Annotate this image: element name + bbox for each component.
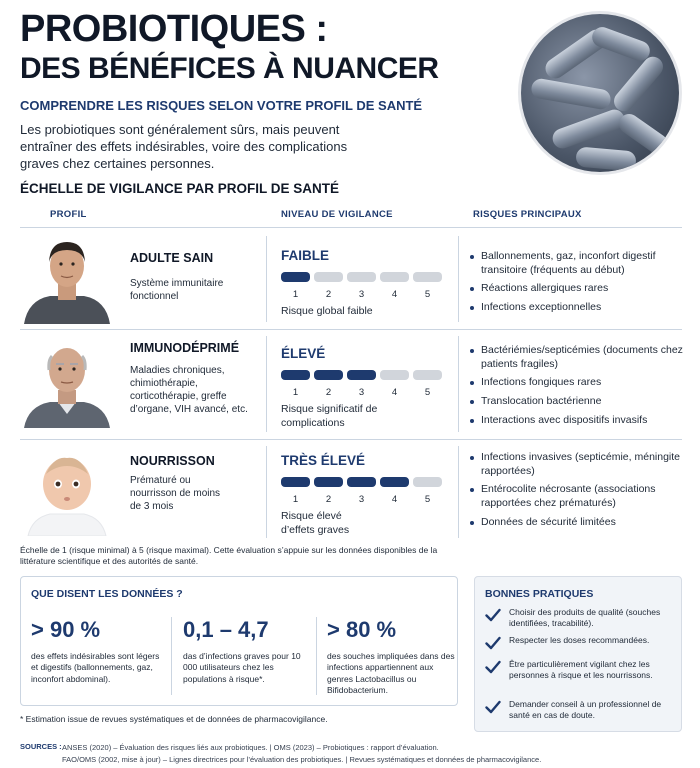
- gauge-number: 5: [424, 387, 431, 398]
- column-header-level: NIVEAU DE VIGILANCE: [281, 209, 393, 220]
- check-icon: [485, 700, 501, 714]
- good-practice-item: [485, 635, 675, 650]
- intro-text: Les probiotiques sont généralement sûrs, mais peuvent entraîner des effets indésirables, voire des complications graves chez certaines personnes.: [20, 122, 348, 171]
- gauge-segment: [380, 272, 409, 282]
- level-label-infant: TRÈS ÉLEVÉ: [281, 453, 366, 468]
- column-divider: [458, 336, 459, 432]
- risk-item: Infections exceptionnelles: [469, 301, 684, 315]
- good-practice-item: [485, 699, 675, 722]
- risk-item: Données de sécurité limitées: [469, 516, 684, 530]
- good-practices-title: BONNES PRATIQUES: [485, 588, 594, 600]
- stat-mild-effects: [31, 617, 161, 685]
- row-divider: [20, 439, 682, 440]
- data-box-title: QUE DISENT LES DONNÉES ?: [31, 588, 183, 600]
- good-practice-item: [485, 607, 675, 630]
- gauge-number: 4: [391, 289, 398, 300]
- gauge-number: 1: [292, 494, 299, 505]
- good-practice-text: Choisir des produits de qualité (souches identifiées, tracabilité).: [509, 607, 661, 629]
- gauge-number: 1: [292, 387, 299, 398]
- risk-item: Ballonnements, gaz, inconfort digestif transitoire (fréquents au début): [469, 250, 684, 277]
- risk-item: Interactions avec dispositifs invasifs: [469, 414, 684, 428]
- good-practice-item: [485, 659, 675, 682]
- gauge-number: 4: [391, 494, 398, 505]
- risk-list-infant: [469, 451, 684, 534]
- gauge-segment: [314, 477, 343, 487]
- avatar-immunocompromised: [20, 334, 114, 428]
- risk-item: Réactions allergiques rares: [469, 282, 684, 296]
- level-gauge-immunocompromised: [281, 370, 442, 380]
- gauge-number: 3: [358, 387, 365, 398]
- good-practices-box: [474, 576, 682, 732]
- gauge-number: 4: [391, 387, 398, 398]
- column-header-profile: PROFIL: [50, 209, 87, 220]
- stat-value: > 80 %: [327, 617, 397, 642]
- gauge-segment: [347, 272, 376, 282]
- page-title: [20, 10, 439, 84]
- stat-text: das d’infections graves pour 10 000 utilisateurs chez les populations à risque*.: [183, 651, 301, 684]
- risk-list-adult: [469, 250, 684, 320]
- gauge-number: 1: [292, 289, 299, 300]
- title-line-2: DES BÉNÉFICES À NUANCER: [20, 52, 439, 85]
- gauge-numbers-infant: [281, 494, 442, 505]
- check-icon: [485, 636, 501, 650]
- gauge-segment: [281, 370, 310, 380]
- level-gauge-adult: [281, 272, 442, 282]
- gauge-segment: [314, 272, 343, 282]
- risk-item: Bactériémies/septicémies (documents chez patients fragiles): [469, 344, 684, 371]
- stat-serious-infections: [183, 617, 313, 685]
- gauge-segment: [314, 370, 343, 380]
- good-practice-text: Être particulièrement vigilant chez les personnes à risque et les nourrissons.: [509, 659, 653, 681]
- risk-item: Translocation bactérienne: [469, 395, 684, 409]
- gauge-number: 2: [325, 387, 332, 398]
- avatar-adult: [20, 230, 114, 324]
- gauge-number: 2: [325, 289, 332, 300]
- profile-name-infant: NOURRISSON: [130, 454, 215, 468]
- risk-item: Infections fongiques rares: [469, 376, 684, 390]
- column-divider: [266, 336, 267, 432]
- column-divider: [458, 446, 459, 538]
- stat-divider: [316, 617, 317, 695]
- profile-desc-adult: Système immunitaire fonctionnel: [130, 278, 224, 302]
- risk-list-immunocompromised: [469, 344, 684, 432]
- gauge-number: 3: [358, 289, 365, 300]
- stat-value: 0,1 – 4,7: [183, 617, 269, 642]
- stat-text: des effets indésirables sont légers et digestifs (ballonnements, gaz, inconfort abdominal).: [31, 651, 160, 684]
- risk-item: Infections invasives (septicémie, méningite rapportées): [469, 451, 684, 478]
- scale-note: Échelle de 1 (risque minimal) à 5 (risque maximal). Cette évaluation s’appuie sur les données disponibles de la littérature scientifique et des autorités de santé.: [20, 545, 438, 567]
- level-note-infant: Risque élevé d’effets graves: [281, 510, 350, 537]
- source-line: FAO/OMS (2002, mise à jour) – Lignes directrices pour l’évaluation des probiotiques. | Revues systématiques et données de pharmacovigilance.: [62, 754, 542, 764]
- profile-name-immunocompromised: IMMUNODÉPRIMÉ: [130, 341, 240, 355]
- column-divider: [266, 446, 267, 538]
- good-practice-text: Respecter les doses recommandées.: [509, 635, 650, 645]
- avatar-infant: [20, 442, 114, 536]
- title-line-1: PROBIOTIQUES :: [20, 8, 328, 50]
- check-icon: [485, 608, 501, 622]
- bacteria-illustration: [521, 14, 679, 172]
- gauge-number: 5: [424, 494, 431, 505]
- sources-label: SOURCES :: [20, 742, 62, 751]
- page-subtitle: COMPRENDRE LES RISQUES SELON VOTRE PROFIL DE SANTÉ: [20, 98, 423, 113]
- stat-divider: [171, 617, 172, 695]
- gauge-segment: [281, 477, 310, 487]
- profile-desc-infant: Prématuré ou nourrisson de moins de 3 mois: [130, 475, 221, 512]
- data-box: [20, 576, 458, 706]
- stat-strains: [327, 617, 457, 697]
- table-header-divider: [20, 227, 682, 228]
- gauge-segment: [347, 370, 376, 380]
- gauge-segment: [413, 272, 442, 282]
- source-line: ANSES (2020) – Évaluation des risques liés aux probiotiques. | OMS (2023) – Probiotiques : rapport d’évaluation.: [62, 743, 439, 752]
- level-label-immunocompromised: ÉLEVÉ: [281, 346, 326, 361]
- check-icon: [485, 660, 501, 674]
- stat-value: > 90 %: [31, 617, 101, 642]
- scale-title: ÉCHELLE DE VIGILANCE PAR PROFIL DE SANTÉ: [20, 181, 340, 196]
- sources-list: [62, 742, 682, 765]
- column-divider: [266, 236, 267, 322]
- stat-text: des souches impliquées dans des infections appartiennent aux genres Lactobacillus ou Bifidobacterium.: [327, 651, 455, 696]
- level-label-adult: FAIBLE: [281, 248, 330, 263]
- gauge-segment: [380, 477, 409, 487]
- level-note-adult: Risque global faible: [281, 305, 373, 317]
- gauge-segment: [281, 272, 310, 282]
- gauge-number: 5: [424, 289, 431, 300]
- gauge-segment: [413, 370, 442, 380]
- level-note-immunocompromised: Risque significatif de complications: [281, 403, 378, 430]
- gauge-segment: [413, 477, 442, 487]
- row-divider: [20, 329, 682, 330]
- profile-name-adult: ADULTE SAIN: [130, 251, 214, 265]
- gauge-segment: [347, 477, 376, 487]
- footnote: * Estimation issue de revues systématiques et de données de pharmacovigilance.: [20, 714, 328, 724]
- column-divider: [458, 236, 459, 322]
- level-gauge-infant: [281, 477, 442, 487]
- risk-item: Entérocolite nécrosante (associations rapportées chez prématurés): [469, 483, 684, 510]
- gauge-number: 2: [325, 494, 332, 505]
- gauge-numbers-immunocompromised: [281, 387, 442, 398]
- good-practice-text: Demander conseil à un professionnel de santé en cas de doute.: [509, 699, 662, 721]
- gauge-number: 3: [358, 494, 365, 505]
- profile-desc-immunocompromised: Maladies chroniques, chimiothérapie, corticothérapie, greffe d’organe, VIH avancé, etc.: [130, 365, 248, 415]
- gauge-numbers-adult: [281, 289, 442, 300]
- gauge-segment: [380, 370, 409, 380]
- column-header-risks: RISQUES PRINCIPAUX: [473, 209, 582, 220]
